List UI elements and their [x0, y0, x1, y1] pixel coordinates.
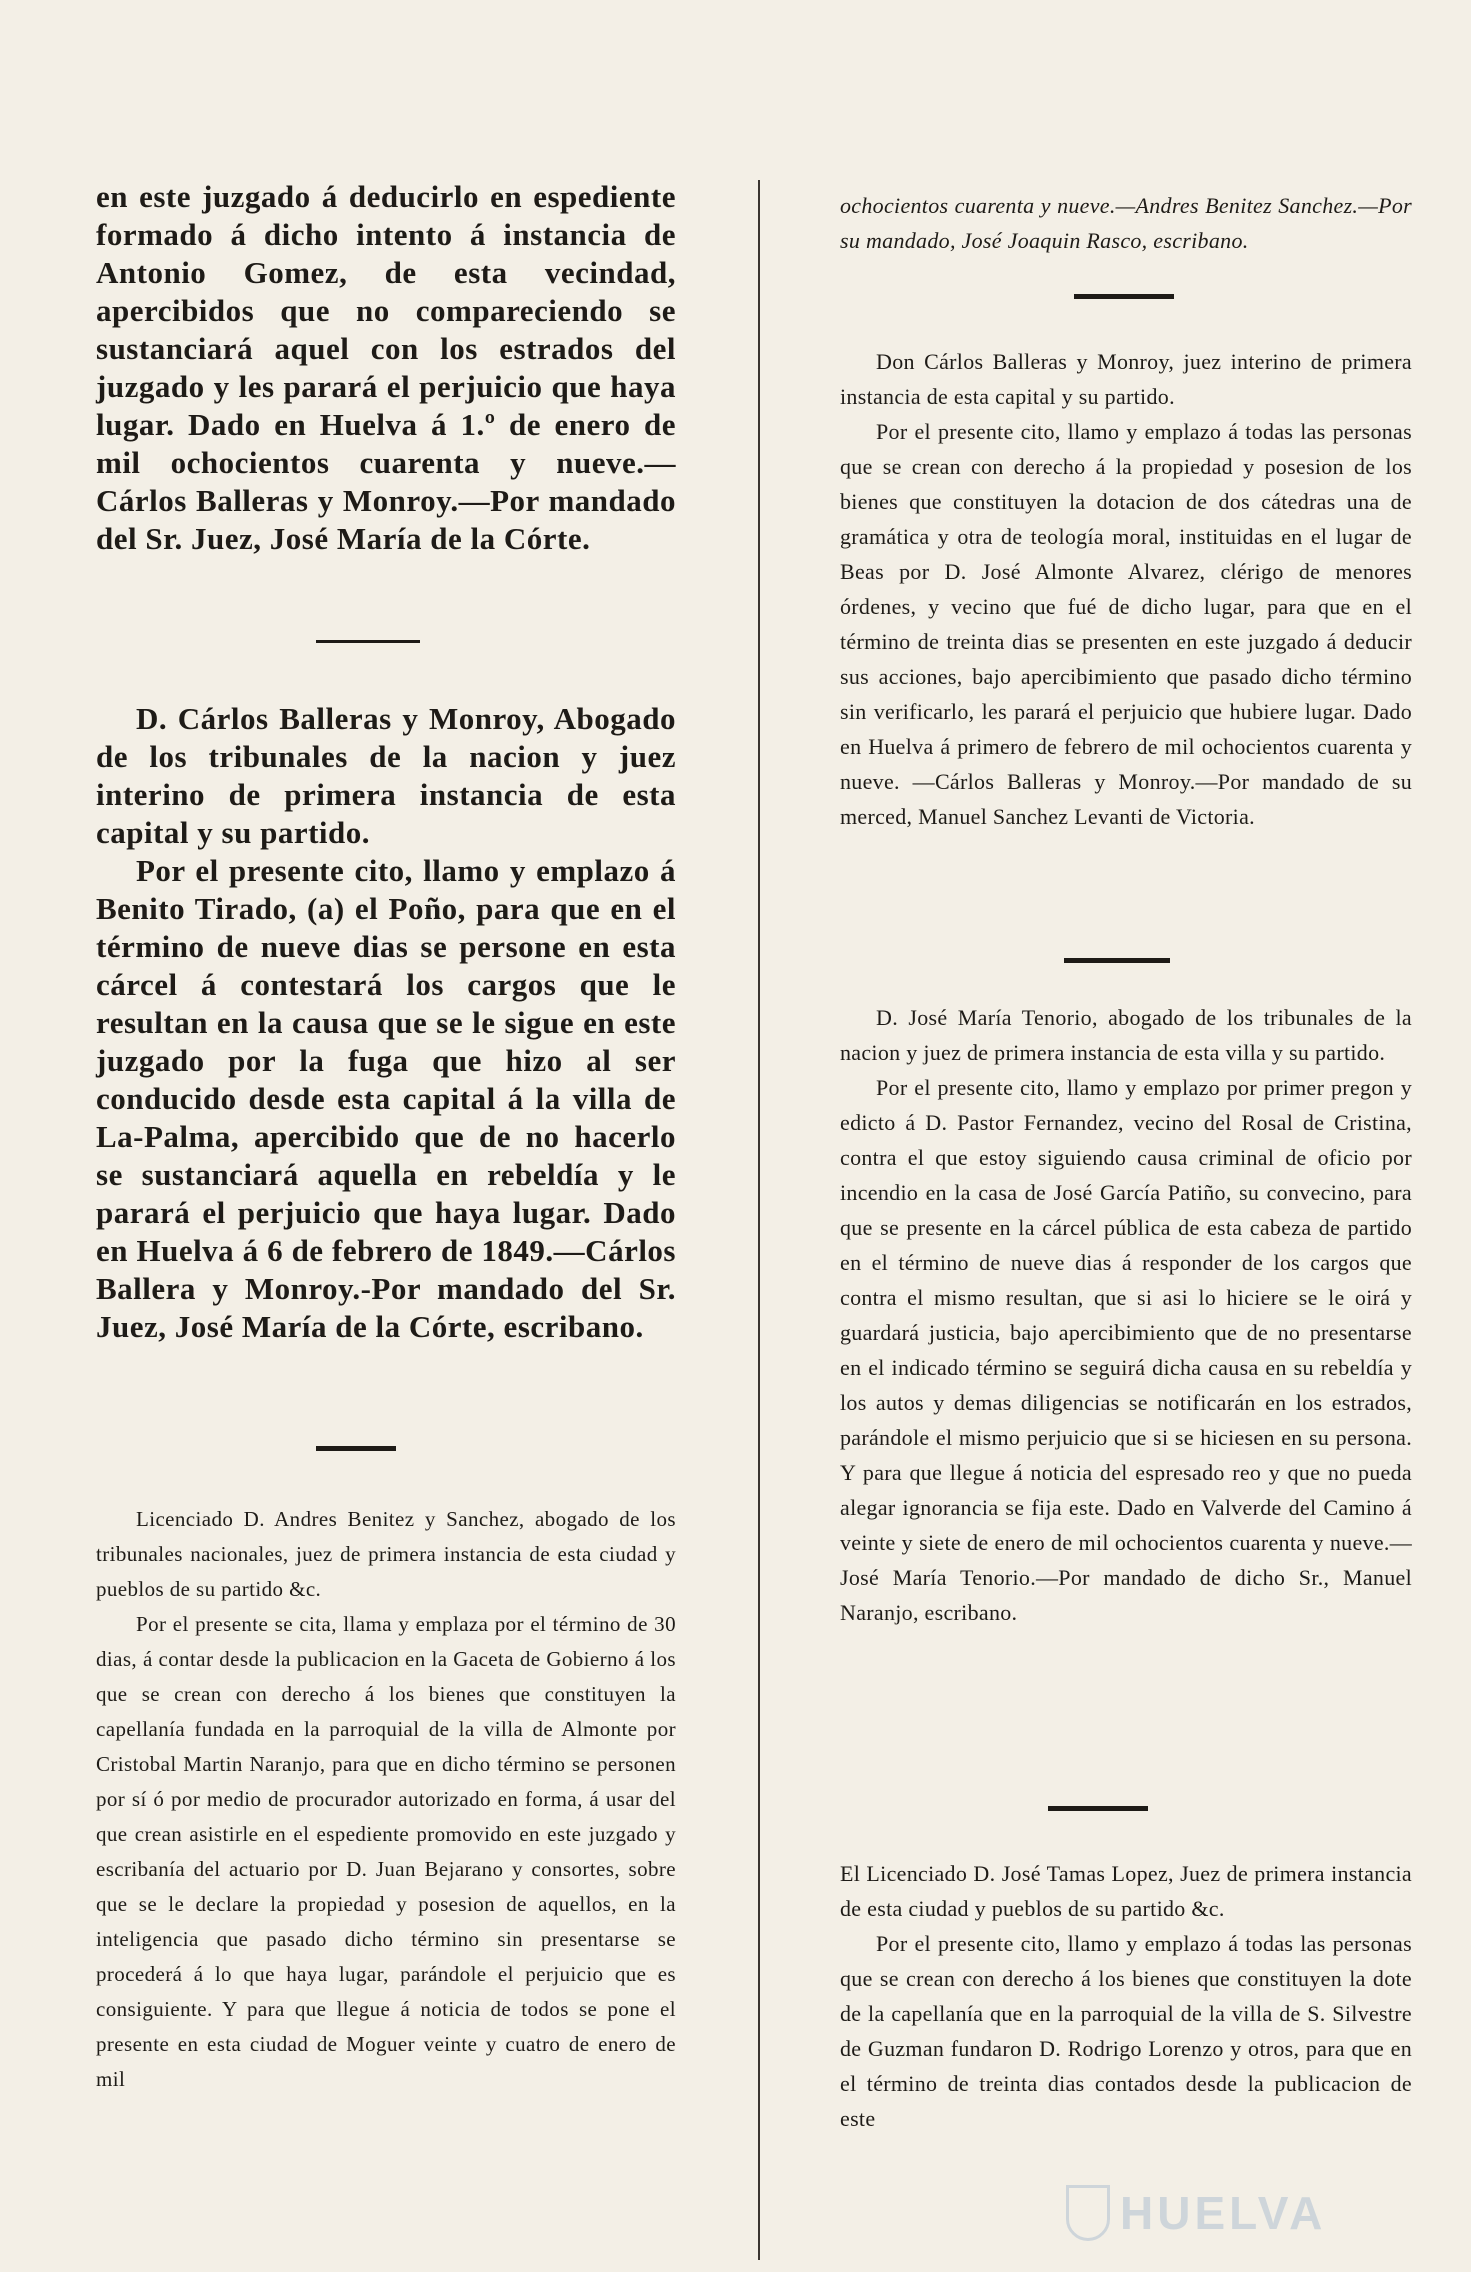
notice-text: Por el presente cito, llamo y emplazo á Benito Tirado, (a) el Poño, para que en el término de nueve dias se persone en esta cárcel á contestará los cargos que le resultan en la causa que se le sigue en este juzgado por la fuga que hizo al ser conducido desde esta capital á la villa de La-Palma, apercibido que de no hacerlo se sustanciará aquella en rebeldía y le parará el perjuicio que haya lugar. Dado en Huelva á 6 de febrero de 1849.—Cárlos Ballera y Monroy.-Por mandado del Sr. Juez, José María de la Córte, escribano.	[96, 853, 676, 1344]
notice-left-1	[96, 178, 676, 558]
notice-right-3	[840, 1000, 1412, 1630]
notice-text: Por el presente cito, llamo y emplazo á todas las personas que se crean con derecho á los bienes que constituyen la dote de la capellanía que en la parroquial de la villa de S. Silvestre de Guzman fundaron D. Rodrigo Lorenzo y otros, para que en el término de treinta dias contados desde la publicacion de este	[840, 1931, 1412, 2131]
notice-heading: Licenciado D. Andres Benitez y Sanchez, abogado de los tribunales nacionales, juez de primera instancia de esta ciudad y pueblos de su partido &c.	[96, 1507, 676, 1601]
notice-right-1	[840, 188, 1412, 258]
notice-text: Por el presente cito, llamo y emplazo á todas las personas que se crean con derecho á la propiedad y posesion de los bienes que constituyen la dotacion de dos cátedras una de gramática y otra de teología moral, instituidas en el lugar de Beas por D. José Almonte Alvarez, clérigo de menores órdenes, y vecino que fué de dicho lugar, para que en el término de treinta dias se presenten en este juzgado á deducir sus acciones, bajo apercibimiento que pasado dicho término sin verificarlo, les parará el perjuicio que hubiere lugar. Dado en Huelva á primero de febrero de mil ochocientos cuarenta y nueve. —Cárlos Balleras y Monroy.—Por mandado de su merced, Manuel Sanchez Levanti de Victoria.	[840, 419, 1412, 829]
notice-text: ochocientos cuarenta y nueve.—Andres Benitez Sanchez.—Por su mandado, José Joaquin Rasco, escribano.	[840, 193, 1412, 253]
notice-left-3	[96, 1502, 676, 2097]
notice-text: en este juzgado á deducirlo en espediente formado á dicho intento á instancia de Antonio Gomez, de esta vecindad, apercibidos que no compareciendo se sustanciará aquel con los estrados del juzgado y les parará el perjuicio que haya lugar. Dado en Huelva á 1.º de enero de mil ochocientos cuarenta y nueve.—Cárlos Balleras y Monroy.—Por mandado del Sr. Juez, José María de la Córte.	[96, 179, 676, 556]
separator-rule	[316, 1446, 396, 1451]
notice-heading: Don Cárlos Balleras y Monroy, juez interino de primera instancia de esta capital y su partido.	[840, 349, 1412, 409]
separator-rule	[1064, 958, 1170, 963]
column-divider	[758, 180, 760, 2260]
notice-text: Por el presente se cita, llama y emplaza por el término de 30 dias, á contar desde la publicacion en la Gaceta de Gobierno á los que se crean con derecho á los bienes que constituyen la capellanía fundada en la parroquial de la villa de Almonte por Cristobal Martin Naranjo, para que en dicho término se personen por sí ó por medio de procurador autorizado en forma, á usar del que crean asistirle en el espediente promovido en este juzgado y escribanía del actuario por D. Juan Bejarano y consortes, sobre que se le declare la propiedad y posesion de aquellos, en la inteligencia que pasado dicho término sin presentarse se procederá á lo que haya lugar, parándole el perjuicio que es consiguiente. Y para que llegue á noticia de todos se pone el presente en esta ciudad de Moguer veinte y cuatro de enero de mil	[96, 1612, 676, 2091]
notice-right-2	[840, 344, 1412, 834]
shield-icon	[1066, 2185, 1110, 2241]
notice-left-2	[96, 700, 676, 1346]
notice-heading: D. José María Tenorio, abogado de los tribunales de la nacion y juez de primera instancia de esta villa y su partido.	[840, 1005, 1412, 1065]
library-watermark	[1066, 2178, 1386, 2248]
notice-heading: D. Cárlos Balleras y Monroy, Abogado de los tribunales de la nacion y juez interino de primera instancia de esta capital y su partido.	[96, 701, 676, 850]
notice-heading: El Licenciado D. José Tamas Lopez, Juez de primera instancia de esta ciudad y pueblos de su partido &c.	[840, 1861, 1412, 1921]
separator-rule	[1048, 1806, 1148, 1811]
separator-rule	[316, 640, 420, 643]
notice-right-4	[840, 1856, 1412, 2136]
notice-text: Por el presente cito, llamo y emplazo por primer pregon y edicto á D. Pastor Fernandez, vecino del Rosal de Cristina, contra el que estoy siguiendo causa criminal de oficio por incendio en la casa de José García Patiño, su convecino, para que se presente en la cárcel pública de esta cabeza de partido en el término de nueve dias á responder de los cargos que contra el mismo resultan, que si asi lo hiciere se le oirá y guardará justicia, bajo apercibimiento que de no presentarse en el indicado término se seguirá dicha causa en su rebeldía y los autos y demas diligencias se notificarán en los estrados, parándole el mismo perjuicio que si se hiciesen en su persona. Y para que llegue á noticia del espresado reo y que no pueda alegar ignorancia se fija este. Dado en Valverde del Camino á veinte y siete de enero de mil ochocientos cuarenta y nueve.—José María Tenorio.—Por mandado de dicho Sr., Manuel Naranjo, escribano.	[840, 1075, 1412, 1625]
watermark-text: HUELVA	[1120, 2187, 1327, 2239]
separator-rule	[1074, 294, 1174, 299]
